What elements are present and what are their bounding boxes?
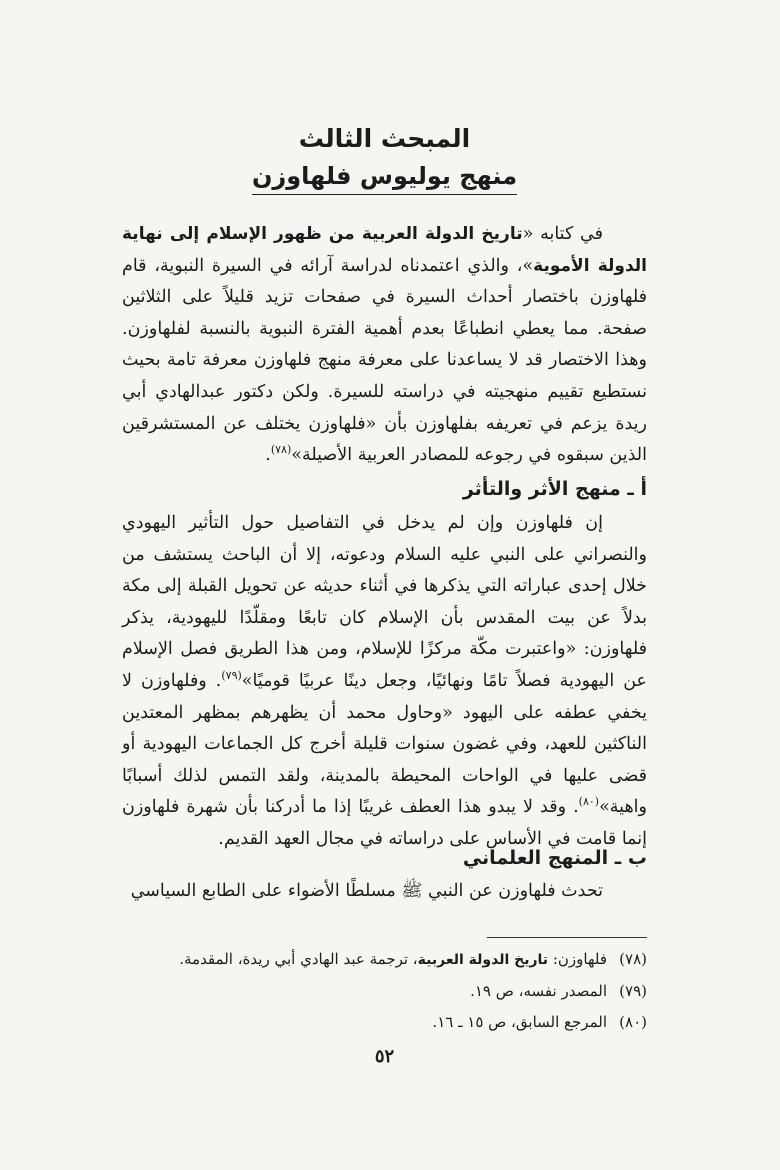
section-b-paragraph: تحدث فلهاوزن عن النبي ﷺ مسلطًا الأضواء على الطابع السياسي (130, 881, 603, 901)
intro-body: »، والذي اعتمدناه لدراسة آرائه في السيرة النبوية، قام فلهاوزن باختصار أحداث السيرة في صفحات تزيد قليلاً على الثلاثين صفحة. مما يعطي انطباعًا بعدم أهمية الفترة النبوية بالنسبة لفلهاوزن. وهذا الاختصار قد لا يساعدنا على معرفة منهج فلهاوزن معرفة تامة بحيث نستطيع تقييم منهجيته في دراسته للسيرة. ولكن دكتور عبدالهادي أبي ريدة يزعم في تعريفه بفلهاوزن بأن «فلهاوزن يختلف عن المستشرقين الذين سبقوه في رجوعه للمصادر العربية الأصيلة» (122, 255, 647, 466)
footnote-78 (122, 949, 647, 970)
section-title: المبحث الثالث (298, 124, 471, 153)
footnote-text: ، ترجمة عبد الهادي أبي ريدة، المقدمة. (179, 950, 418, 968)
section-a-paragraph (122, 508, 647, 856)
footnote-text: المرجع السابق، ص ١٥ ـ ١٦. (432, 1013, 607, 1031)
footnote-79 (122, 981, 647, 1001)
section-b-heading: ب ـ المنهج العلماني (462, 847, 647, 869)
footnote-divider (487, 937, 647, 938)
footnote-text: المصدر نفسه، ص ١٩. (470, 982, 607, 1000)
footnote-ref-79[interactable]: (٧٩) (221, 669, 242, 683)
section-a-part1: إن فلهاوزن وإن لم يدخل في التفاصيل حول التأثير اليهودي والنصراني على النبي عليه السلام ودعوته، إلا أن الباحث يستشف من خلال إحدى عباراته التي يذكرها في أثناء حديثه عن تحويل القبلة إلى مكة بدلاً عن بيت المقدس بأن الإسلام كان تابعًا ومقلّدًا لليهودية، يذكر فلهاوزن: «واعتبرت مكّة مركزًا للإسلام، ومن هذا الطريق فصل الإسلام عن اليهودية فصلاً تامًا ونهائيًا، وجعل دينًا عربيًا قوميًا» (122, 513, 648, 691)
intro-lead: في كتابه « (522, 224, 604, 244)
book-title: تاريخ الدولة العربية من ظهور الإسلام إلى نهاية الدولة الأموية (122, 224, 647, 276)
intro-end: . (265, 445, 271, 466)
footnote-ref-78[interactable]: (٧٨) (270, 443, 292, 457)
section-a-part3: . وقد لا يبدو هذا العطف غريبًا إذا ما أدركنا بأن شهرة فلهاوزن إنما قامت في الأساس على دراساته في مجال العهد القديم. (122, 797, 647, 849)
footnote-ref-80[interactable]: (٨٠) (578, 795, 600, 809)
intro-paragraph (122, 219, 647, 472)
footnote-number: (٧٩) (619, 982, 647, 1000)
footnote-number: (٨٠) (619, 1013, 647, 1031)
footnote-book-title: تاريخ الدولة العربية (417, 952, 549, 968)
section-subtitle: منهج يوليوس فلهاوزن (252, 162, 517, 195)
section-a-part2: . وفلهاوزن لا يخفي عطفه على اليهود «وحاول محمد أن يظهرهم بمظهر المعتدين الناكثين للعهد، وفي غضون سنوات قليلة أخرج كل الجماعات اليهودية أو قضى عليها في الواحات المحيطة بالمدينة، ولقد التمس لذلك أسبابًا واهية» (122, 670, 647, 818)
footnote-author: فلهاوزن: (548, 950, 607, 968)
section-subtitle-wrap (122, 162, 647, 195)
page-number: ٥٢ (374, 1046, 395, 1067)
footnote-number: (٧٨) (619, 950, 647, 968)
footnote-80 (122, 1012, 647, 1032)
section-a-heading: أ ـ منهج الأثر والتأثر (462, 478, 647, 500)
